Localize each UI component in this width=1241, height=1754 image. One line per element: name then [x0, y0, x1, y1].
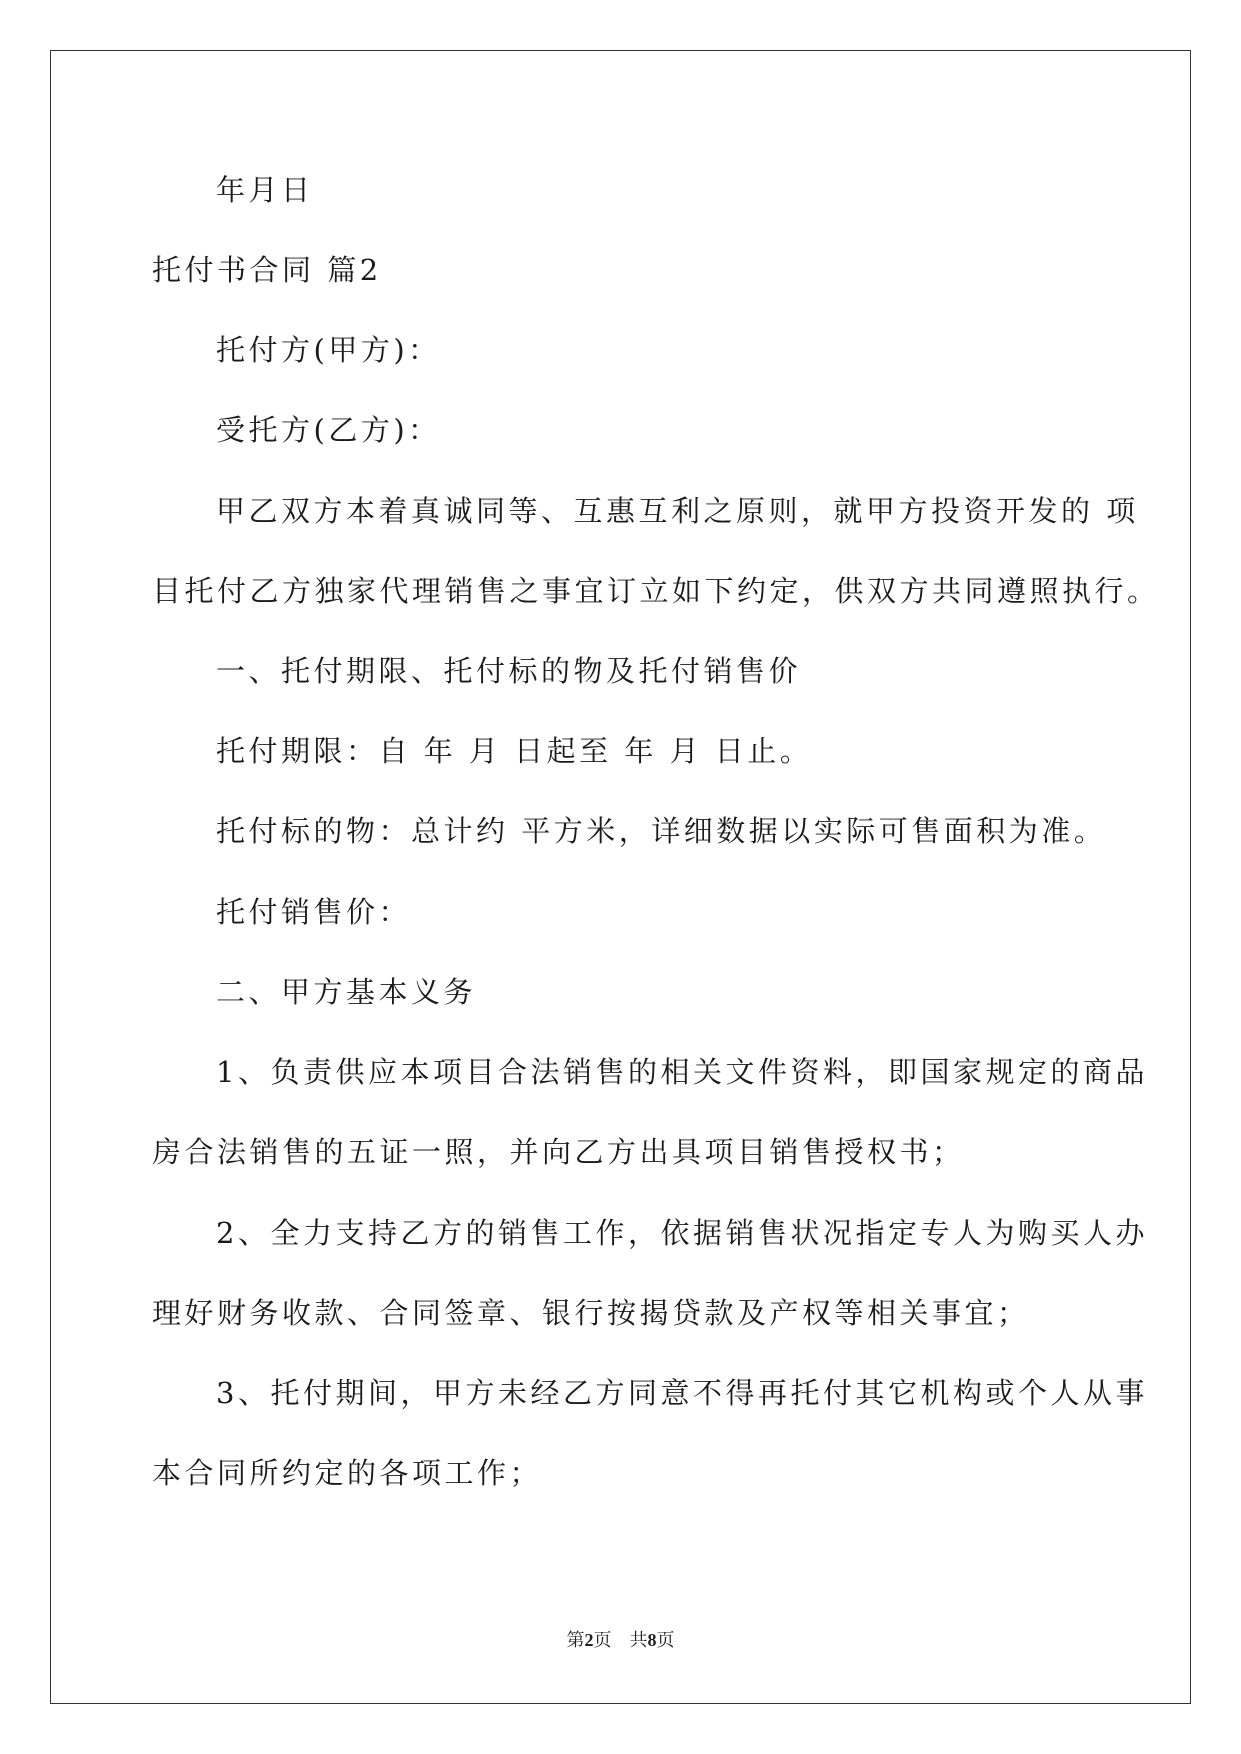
- item-1-line-2: 房合法销售的五证一照，并向乙方出具项目销售授权书；: [152, 1135, 965, 1169]
- date-line: 年月日: [216, 173, 314, 207]
- intro-paragraph-line-1: 甲乙双方本着真诚同等、互惠互利之原则，就甲方投资开发的 项: [216, 494, 1139, 528]
- page-prefix: 第: [566, 1630, 585, 1650]
- item-2-line-2: 理好财务收款、合同签章、银行按揭贷款及产权等相关事宜；: [152, 1296, 1030, 1330]
- item-3-line-2: 本合同所约定的各项工作；: [152, 1456, 543, 1490]
- price-line: 托付销售价：: [216, 895, 412, 929]
- total-suffix: 页: [656, 1630, 675, 1650]
- party-a-line: 托付方(甲方)：: [216, 333, 441, 367]
- intro-paragraph-line-2: 目托付乙方独家代理销售之事宜订立如下约定，供双方共同遵照执行。: [152, 574, 1160, 608]
- party-b-line: 受托方(乙方)：: [216, 413, 441, 447]
- item-2-line-1: 2、全力支持乙方的销售工作，依据销售状况指定专人为购买人办: [216, 1216, 1148, 1250]
- page-footer: [0, 1628, 1241, 1652]
- section-heading: 托付书合同 篇2: [152, 253, 382, 287]
- item-3-line-1: 3、托付期间，甲方未经乙方同意不得再托付其它机构或个人从事: [216, 1376, 1148, 1410]
- term-line: 托付期限：自 年 月 日起至 年 月 日止。: [216, 734, 813, 768]
- total-prefix: 共: [629, 1630, 648, 1650]
- item-1-line-1: 1、负责供应本项目合法销售的相关文件资料，即国家规定的商品: [216, 1055, 1148, 1089]
- page-total: 8: [647, 1630, 657, 1650]
- clause-1-heading: 一、托付期限、托付标的物及托付销售价: [216, 654, 802, 688]
- subject-line: 托付标的物：总计约 平方米，详细数据以实际可售面积为准。: [216, 814, 1107, 848]
- page-current: 2: [584, 1630, 594, 1650]
- page-suffix: 页: [593, 1630, 612, 1650]
- clause-2-heading: 二、甲方基本义务: [216, 975, 477, 1009]
